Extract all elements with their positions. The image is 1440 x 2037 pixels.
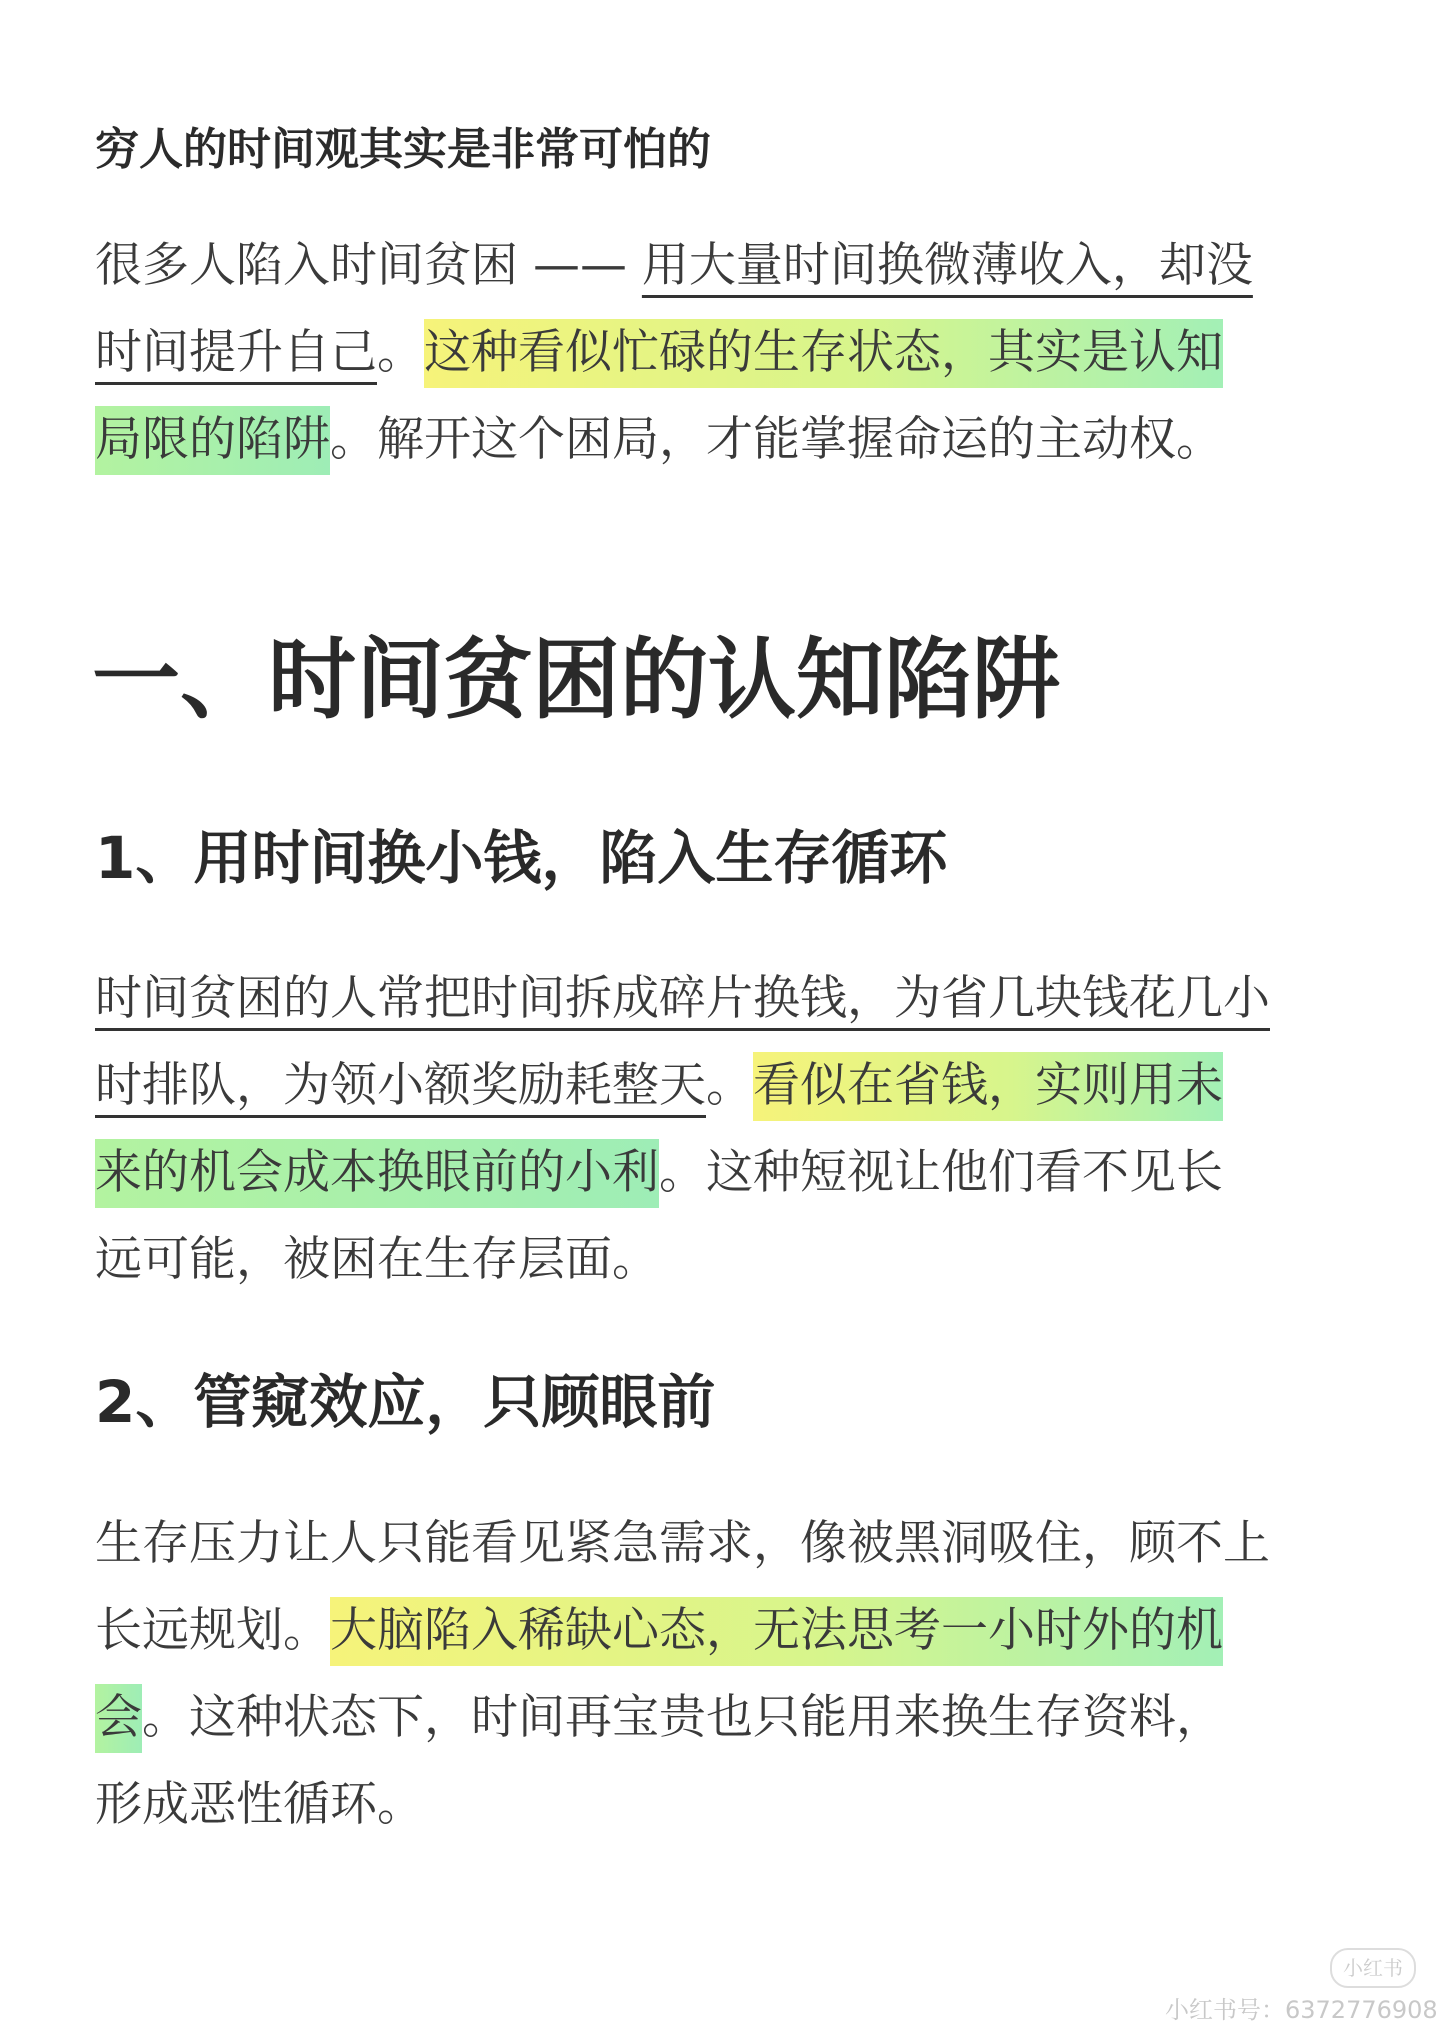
underlined-text: 时间提升自己: [95, 325, 377, 380]
underlined-text: 时排队，为领小额奖励耗整天: [95, 1058, 706, 1113]
sub1-line-4: [95, 1216, 1365, 1303]
subsection-heading-2: 2、管窥效应，只顾眼前: [95, 1368, 716, 1436]
sub2-line-2: [95, 1587, 1365, 1674]
body-text: 生存压力让人只能看见紧急需求，像被黑洞吸住，顾不上: [95, 1516, 1270, 1571]
body-text: 远可能，被困在生存层面。: [95, 1232, 659, 1287]
underlined-text: 时间贫困的人常把时间拆成碎片换钱，为省几块钱花几小: [95, 971, 1270, 1026]
intro-line-2: [95, 309, 1365, 396]
highlighted-text: 来的机会成本换眼前的小利: [95, 1139, 659, 1208]
section-heading: 一、时间贫困的认知陷阱: [92, 628, 1061, 731]
intro-text: 。: [377, 325, 424, 380]
sub2-line-4: [95, 1761, 1365, 1848]
intro-line-1: [95, 222, 1365, 309]
intro-title: 穷人的时间观其实是非常可怕的: [95, 124, 711, 175]
body-text: 。这种状态下，时间再宝贵也只能用来换生存资料，: [142, 1690, 1223, 1745]
intro-line-3: [95, 396, 1365, 483]
highlighted-text: 局限的陷阱: [95, 406, 330, 475]
watermark-text: 小红书号：6372776908: [1165, 1996, 1438, 2024]
sub1-line-1: [95, 955, 1365, 1042]
sub2-line-1: [95, 1500, 1365, 1587]
highlighted-text: 会: [95, 1684, 142, 1753]
intro-paragraph: [95, 222, 1365, 483]
body-text: 形成恶性循环。: [95, 1777, 424, 1832]
sub1-line-3: [95, 1129, 1365, 1216]
highlighted-text: 看似在省钱，实则用未: [753, 1052, 1223, 1121]
intro-text: 很多人陷入时间贫困 ——: [95, 238, 642, 293]
sub2-line-3: [95, 1674, 1365, 1761]
underlined-text: 用大量时间换微薄收入，却没: [641, 238, 1253, 293]
watermark-logo: 小红书: [1330, 1948, 1416, 1988]
subsection-heading-1: 1、用时间换小钱，陷入生存循环: [95, 824, 948, 892]
body-text: 。这种短视让他们看不见长: [659, 1145, 1223, 1200]
sub1-line-2: [95, 1042, 1365, 1129]
body-text: 。: [706, 1058, 753, 1113]
subsection-1-paragraph: [95, 955, 1365, 1303]
subsection-2-paragraph: [95, 1500, 1365, 1848]
highlighted-text: 大脑陷入稀缺心态，无法思考一小时外的机: [330, 1597, 1223, 1666]
intro-text: 。解开这个困局，才能掌握命运的主动权。: [330, 412, 1223, 467]
highlighted-text: 这种看似忙碌的生存状态，其实是认知: [424, 319, 1223, 388]
body-text: 长远规划。: [95, 1603, 330, 1658]
